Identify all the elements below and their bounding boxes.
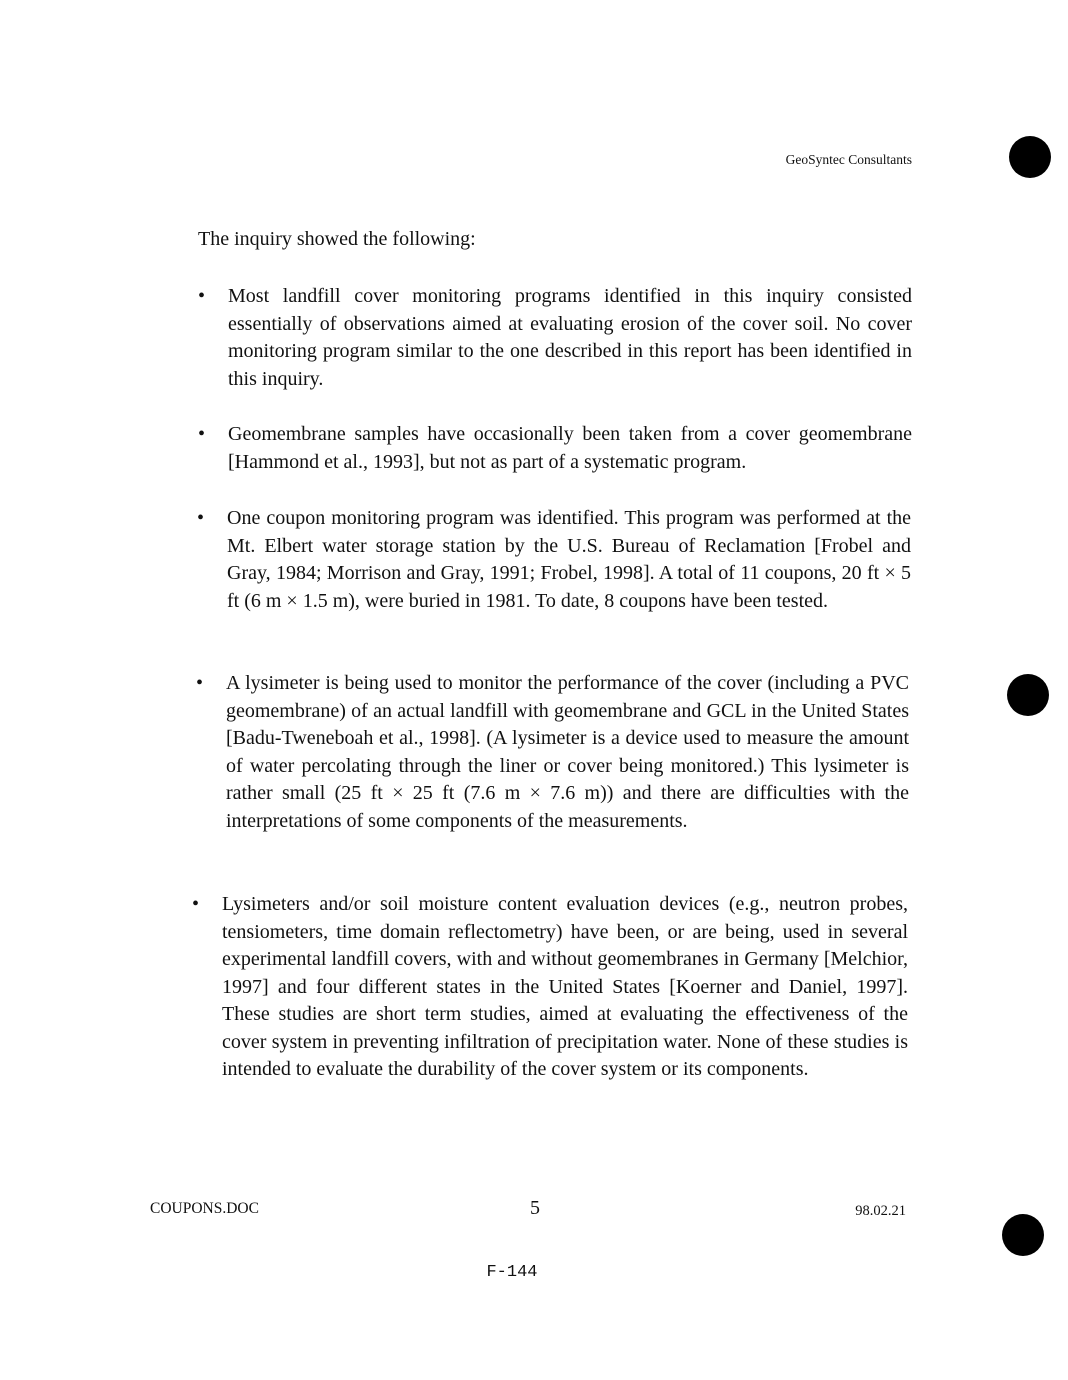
list-item-text: A lysimeter is being used to monitor the performance of the cover (including a PVC geomembrane) of an actual landfill with geomembrane and GCL in the United States [Badu-Tweneboah et al., 1998]. (A lysimeter is a device used to measure the amount of water percolating through the liner or cover being monitored.) This lysimeter is rather small (25 ft × 25 ft (7.6 m × 7.6 m)) and there are difficulties with the interpretations of some components of the measurements. — [226, 672, 909, 832]
bullet-icon: • — [197, 507, 205, 529]
bullet-icon: • — [192, 893, 200, 915]
list-item-text: Lysimeters and/or soil moisture content evaluation devices (e.g., neutron probes, tensiometers, time domain reflectometry) have been, or are being, used in several experimental landfill covers, with and without geomembranes in Germany [Melchior, 1997] and four different states in the United States [Koerner and Daniel, 1997]. These studies are short term studies, aimed at evaluating the effectiveness of the cover system in preventing infiltration of precipitation water. None of these studies is intended to evaluate the durability of the cover system or its components. — [222, 893, 908, 1080]
list-item-text: Geomembrane samples have occasionally been taken from a cover geomembrane [Hammond et al., 1993], but not as part of a systematic program. — [228, 423, 912, 473]
bullet-icon: • — [198, 285, 206, 307]
document-stamp: F-144 — [486, 1263, 538, 1282]
list-item — [192, 891, 908, 1084]
footer-page-number: 5 — [530, 1197, 540, 1219]
binder-hole-middle — [1007, 674, 1049, 716]
list-item — [197, 505, 911, 615]
binder-hole-top — [1009, 136, 1051, 178]
list-item — [198, 283, 912, 393]
binder-hole-bottom — [1002, 1214, 1044, 1256]
bullet-icon: • — [198, 423, 206, 445]
list-item-text: Most landfill cover monitoring programs identified in this inquiry consisted essentially of observations aimed at evaluating erosion of the cover soil. No cover monitoring program similar to the one described in this report has been identified in this inquiry. — [228, 285, 912, 390]
list-item — [198, 421, 912, 476]
list-item — [196, 670, 909, 835]
footer-date: 98.02.21 — [855, 1203, 906, 1219]
intro-text: The inquiry showed the following: — [198, 228, 476, 250]
footer-filename: COUPONS.DOC — [150, 1200, 259, 1217]
bullet-icon: • — [196, 672, 204, 694]
company-header: GeoSyntec Consultants — [785, 152, 912, 167]
list-item-text: One coupon monitoring program was identified. This program was performed at the Mt. Elbert water storage station by the U.S. Bureau of Reclamation [Frobel and Gray, 1984; Morrison and Gray, 1991; Frobel, 1998]. A total of 11 coupons, 20 ft × 5 ft (6 m × 1.5 m), were buried in 1981. To date, 8 coupons have been tested. — [227, 507, 911, 612]
